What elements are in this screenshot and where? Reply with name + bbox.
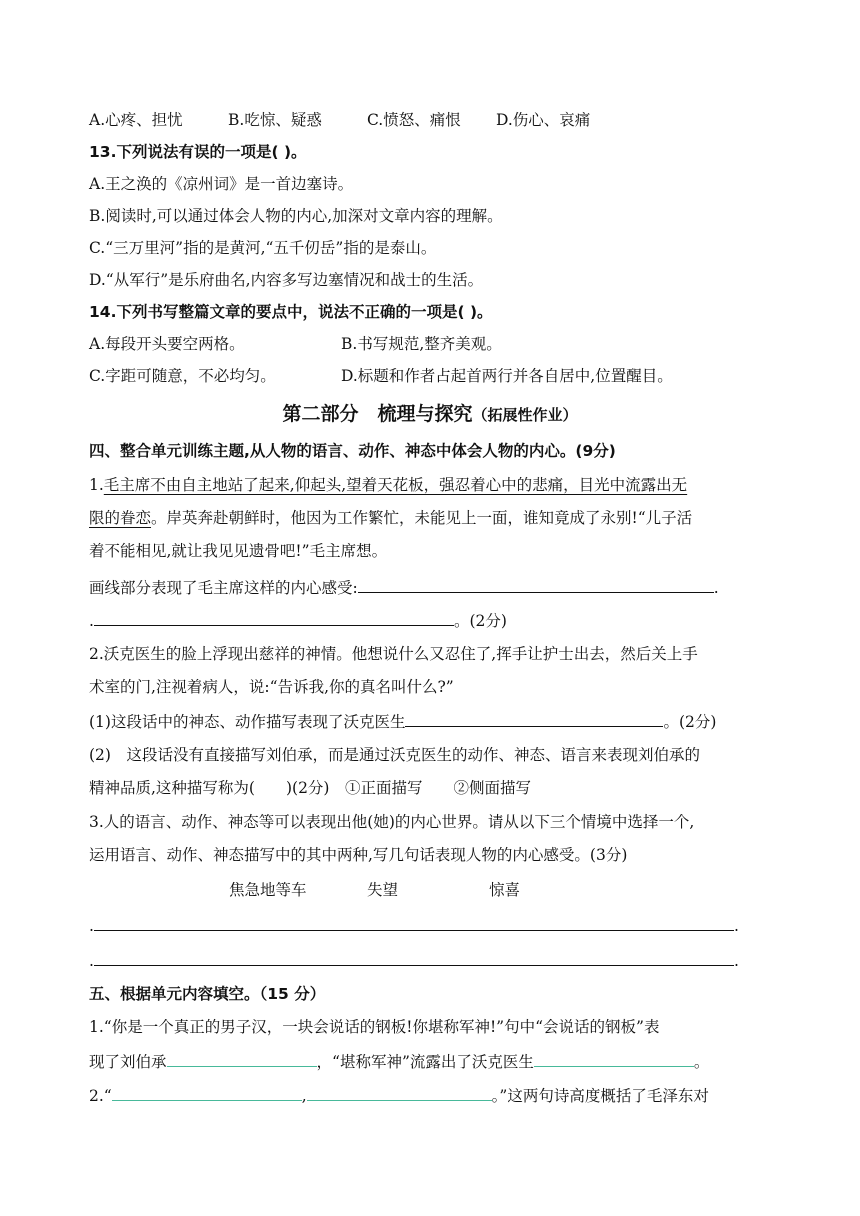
s4-q1-line2: [89, 507, 692, 529]
s5-q1-line1: 1.“你是一个真正的男子汉，一块会说话的钢板!你堪称军神!”句中“会说话的钢板”表: [89, 1018, 660, 1036]
s5-q1-text-c: 。: [693, 1053, 710, 1071]
s4-q2-line2: 术室的门,注视着病人，说:“告诉我,你的真名叫什么?”: [89, 678, 454, 696]
s4-q3-writing-blank-1[interactable]: [94, 914, 734, 931]
q13-option-a: A.王之涣的《凉州词》是一首边塞诗。: [89, 175, 354, 193]
q12-option-b: B.吃惊、疑惑: [228, 111, 322, 129]
s4-q1-underlined-b: 限的眷恋: [89, 509, 152, 527]
s4-q2-sub1-text: (1)这段话中的神态、动作描写表现了沃克医生: [89, 713, 406, 731]
s4-q1-line3: 着不能相见,就让我见见遗骨吧!”毛主席想。: [89, 542, 388, 560]
q14-option-c: C.字距可随意，不必均匀。: [89, 367, 276, 385]
s4-q1-lead-dot: .: [89, 612, 94, 630]
section5-heading: 五、根据单元内容填空。（15 分）: [89, 985, 326, 1003]
s5-q1-text-a: 现了刘伯承: [89, 1053, 167, 1071]
q12-option-c: C.愤怒、痛恨: [367, 111, 461, 129]
s4-q3-choice-3: 惊喜: [489, 881, 521, 899]
s4-q1-line1: [89, 474, 687, 496]
q14-option-d: D.标题和作者占起首两行并各自居中,位置醒目。: [341, 367, 673, 385]
s4-q1-prompt-line: [89, 576, 719, 599]
s4-q3-lead-dot-2: .: [89, 952, 94, 970]
s5-q2-close: 。”这两句诗高度概括了毛泽东对: [491, 1087, 709, 1105]
s4-q1-answer-blank-2[interactable]: [94, 609, 454, 626]
s4-q1-answer-blank-1[interactable]: [358, 576, 714, 593]
s4-q3-choice-2: 失望: [367, 881, 399, 899]
q14-options-row1: [89, 333, 502, 355]
s4-q2-sub1-blank[interactable]: [405, 710, 663, 727]
q13-option-d: D.“从军行”是乐府曲名,内容多写边塞情况和战士的生活。: [89, 271, 484, 289]
part2-title-main: 第二部分 梳理与探究: [282, 403, 473, 425]
s4-q2-sub2-line1: (2) 这段话没有直接描写刘伯承，而是通过沃克医生的动作、神态、语言来表现刘伯承的: [89, 746, 700, 764]
s4-q2-sub2-line2: 精神品质,这种描写称为( )(2分) ①正面描写 ②侧面描写: [89, 779, 531, 797]
q14-option-a: A.每段开头要空两格。: [89, 335, 245, 353]
s4-q3-end-dot-1: .: [733, 917, 739, 935]
q13-option-b: B.阅读时,可以通过体会人物的内心,加深对文章内容的理解。: [89, 207, 503, 225]
s4-q1-tail: 。(2分): [453, 612, 507, 630]
s4-q2-line1: 2.沃克医生的脸上浮现出慈祥的神情。他想说什么又忍住了,挥手让护士出去，然后关上手: [89, 645, 698, 663]
s5-q1-line2: [89, 1050, 709, 1073]
q12-options: [89, 109, 590, 131]
s5-q2-open: 2.“: [89, 1087, 112, 1105]
s5-q2-line1: [89, 1084, 709, 1107]
q13-option-c: C.“三万里河”指的是黄河,“五千仞岳”指的是泰山。: [89, 239, 437, 257]
s5-q1-text-b: ，“堪称军神”流露出了沃克医生: [316, 1053, 534, 1071]
s4-q1-underlined-a: 毛主席不由自主地站了起来,仰起头,望着天花板，强忍着心中的悲痛，目光中流露出无: [103, 476, 688, 494]
s4-q1-end-dot: .: [713, 579, 719, 597]
s4-q1-number: 1.: [89, 476, 104, 494]
q13-stem: 13.下列说法有误的一项是( )。: [89, 143, 307, 161]
s5-q2-blank-2[interactable]: [307, 1084, 492, 1101]
s5-q1-blank-2[interactable]: [534, 1050, 694, 1067]
s4-q3-end-dot-2: .: [733, 952, 739, 970]
s4-q1-answer-line2: [89, 609, 507, 632]
s4-q3-writing-line-1: [89, 914, 739, 937]
q14-option-b: B.书写规范,整齐美观。: [341, 335, 502, 353]
s4-q3-line1: 3.人的语言、动作、神态等可以表现出他(她)的内心世界。请从以下三个情境中选择一个,: [89, 813, 695, 831]
s5-q2-comma: ,: [301, 1087, 307, 1105]
s4-q3-line2: 运用语言、动作、神态描写中的其中两种,写几句话表现人物的内心感受。(3分): [89, 846, 628, 864]
s4-q3-choice-1: 焦急地等车: [229, 881, 307, 899]
s4-q3-lead-dot-1: .: [89, 917, 94, 935]
s5-q1-blank-1[interactable]: [167, 1050, 317, 1067]
s4-q2-sub1: [89, 710, 716, 733]
s4-q3-writing-blank-2[interactable]: [94, 949, 734, 966]
s4-q1-prompt: 画线部分表现了毛主席这样的内心感受:: [89, 579, 358, 597]
q12-option-a: A.心疼、担忧: [89, 111, 183, 129]
part2-subtitle: （拓展性作业）: [472, 406, 578, 424]
section4-heading: 四、整合单元训练主题,从人物的语言、动作、神态中体会人物的内心。(9分): [89, 442, 616, 460]
s4-q2-sub1-tail: 。(2分): [663, 713, 717, 731]
q14-options-row2: [89, 365, 673, 387]
s4-q3-choices: [229, 879, 520, 901]
q14-stem: 14.下列书写整篇文章的要点中，说法不正确的一项是( )。: [89, 303, 493, 321]
part2-title: [0, 399, 860, 426]
s4-q3-writing-line-2: [89, 949, 739, 972]
q12-option-d: D.伤心、哀痛: [496, 111, 591, 129]
s5-q2-blank-1[interactable]: [112, 1084, 302, 1101]
s4-q1-rest-b: 。岸英奔赴朝鲜时，他因为工作繁忙，未能见上一面，谁知竟成了永别!“儿子活: [151, 509, 693, 527]
